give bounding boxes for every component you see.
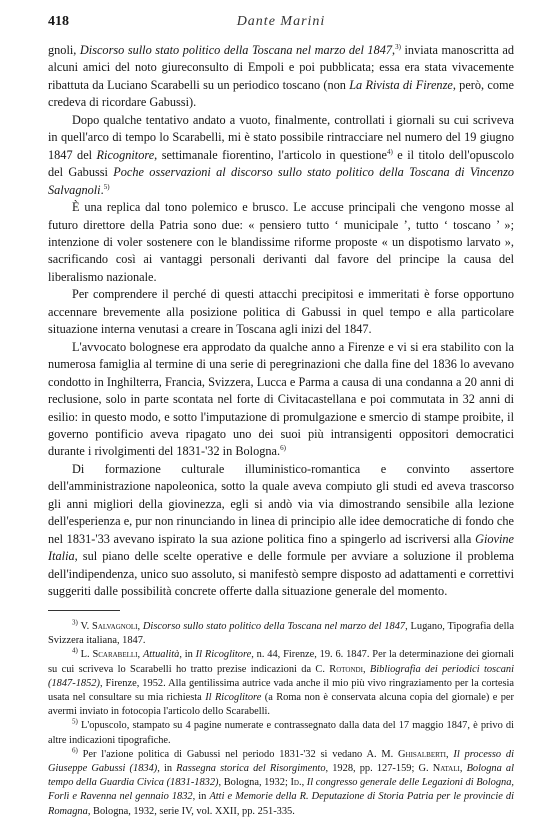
title-italic: Discorso sullo stato politico della Toscana nel marzo del 1847 [79, 43, 393, 57]
title-italic: Giovine Italia [48, 531, 514, 564]
footnote-ref: 6) [280, 444, 286, 453]
footnote [48, 648, 514, 719]
text-run: , n. 44, Firenze, 19. 6. 1847. Per la determinazione dei giornali su cui scriveva lo Scarabelli ho tratto prezise indicazioni da C. [48, 649, 515, 675]
text-run: , Bologna, 1932; [218, 777, 291, 789]
text-run: , però, come credeva di ricordare Gabussi). [48, 77, 514, 110]
text-run: inviata manoscritta ad alcuni amici del noto giureconsulto di Empoli e poi pubblicata; essa era stata vivacemente ribattuta da Luciano Scarabelli su un periodico toscano (non [48, 43, 514, 92]
text-run: , settimanale fiorentino, l'articolo in questione [154, 147, 387, 162]
author-name: Rotondi [329, 663, 363, 675]
running-head: Dante Marini [236, 14, 326, 29]
footnote-divider [48, 610, 120, 611]
text-run: , Firenze, 1952. Alla gentilissima autrice vada anche il mio più vivo ringraziamento per la cortesia usata nel consultare su mia richiesta [48, 677, 514, 704]
footnote-ref: 3) [395, 42, 401, 51]
author-name: Scarabelli [92, 649, 138, 661]
footnote [48, 748, 514, 819]
title-italic: Discorso sullo stato politico della Toscana nel marzo del 1847 [142, 621, 406, 632]
footnote [48, 719, 514, 747]
text-run: , [362, 663, 370, 675]
footnote-number: 6) [72, 746, 78, 755]
text-run: , in [179, 649, 196, 661]
title-italic: Il processo di Giuseppe Gabussi (1834) [48, 748, 514, 775]
paragraph [48, 42, 514, 112]
text-run: , in [192, 791, 210, 803]
footnote-ref: 4) [387, 147, 393, 156]
text-run: , [445, 748, 454, 760]
footnote [48, 620, 514, 648]
paragraph: È una replica dal tono polemico e brusco. Le accuse principali che vengono mosse al futuro direttore della Patria sono due: « pensiero tutto ‘ municipale ’, tutto ‘ toscano ’ »; intenzione di voler sostenere con le blandissime riforme proposte « un dispotismo larvato », sacrificando così ai vantaggi personali derivanti dal favore del principe la causa del liberalismo nazionale. [48, 200, 514, 284]
text-run: e il titolo dell'opuscolo del Gabussi [48, 147, 515, 180]
paragraph [48, 339, 514, 461]
text-run: , [459, 763, 467, 775]
text-run: , [137, 649, 143, 661]
text-run: L. [77, 649, 93, 661]
page-header [48, 14, 514, 34]
text-run: (a Roma non è conservata alcuna copia del giornale) e per avermi inviato in fotocopia l'articolo dello Scarabelli. [48, 692, 515, 718]
author-name: Id. [290, 777, 302, 789]
title-italic: La Rivista di Firenze [349, 77, 453, 92]
title-italic: Attualità [142, 649, 180, 661]
text-run: Di formazione culturale illuministico-romantica e convinto assertore dell'amministrazione napoleonica, sotto la quale aveva compiuto gli studi ed aveva trascorso gli anni migliori della giovinezza, egli si andò via via dimostrando sensibile alla lezione dell'esperienza e, pur non rinunciando in linea di principio alle idee democratiche di fondo che nel 1831-'33 avevano ispirato la sua azione politica fino a spingerlo ad iscriversi alla [48, 461, 514, 546]
paragraph: Per comprendere il perché di questi attacchi precipitosi e immeritati è forse opportuno accennare brevemente alla posizione politica di Gabussi in quel tempo e alla particolare situazione interna venutasi a creare in Toscana agli inizi del 1847. [48, 287, 514, 337]
paragraph [48, 461, 514, 601]
text-run: , sul piano delle scelte operative e delle formule per avviare a soluzione il problema dell'indipendenza, unico suo assoluto, si manifestò sempre disposto ad adattamenti e correttivi suggeriti dalle possibilità concrete offerte dalla situazione generale del momento. [48, 549, 514, 599]
text-run: , [301, 777, 307, 789]
text-run: , Bologna, 1932, serie IV, vol. XXII, pp. 251-335. [87, 805, 295, 817]
page-number: 418 [48, 14, 69, 29]
title-italic: Bibliografia dei periodici toscani (1847-1852) [48, 663, 514, 689]
title-italic: Il Ricoglitore [205, 692, 262, 704]
text-run: V. [77, 621, 93, 632]
footnote-ref: 5) [103, 182, 110, 191]
title-italic: Bologna al tempo della Guardia Civica (1831-1832) [48, 763, 514, 789]
author-name: Ghisalberti [398, 748, 446, 760]
text-run: Dopo qualche tentativo andato a vuoto, finalmente, controllati i giornali su cui scriveva in quell'arco di tempo lo Scarabelli, mi è stato possibile rintracciare nel numero del 19 giugno 1847 del [48, 112, 514, 162]
text-run: Per l'azione politica di Gabussi nel periodo 1831-'32 si vedano A. M. [77, 748, 399, 760]
text-run: . [100, 182, 104, 197]
main-text [48, 42, 514, 601]
text-run: , in [157, 763, 177, 775]
footnote-number: 3) [72, 618, 78, 627]
paragraph [48, 112, 514, 199]
author-name: Salvagnoli [92, 621, 138, 632]
text-run: , 1928, pp. 127-159; G. [325, 763, 433, 775]
title-italic: Atti e Memorie della R. Deputazione di Storia Patria per le provincie di Romagna [48, 791, 514, 817]
title-italic: Il Ricoglitore [195, 649, 252, 661]
title-italic: Poche osservazioni al discorso sullo stato politico della Toscana di Vincenzo Salvagnoli [48, 165, 515, 197]
text-run: gnoli, [48, 43, 80, 57]
footnotes [48, 620, 514, 819]
footnote-number: 5) [72, 717, 78, 726]
footnote-number: 4) [72, 646, 78, 655]
text-run: L'avvocato bolognese era approdato da qualche anno a Firenze e vi si era stabilito con la numerosa famiglia al termine di una serie di peregrinazioni che dalla fine del 1836 lo avevano condotto in Inghilterra, Francia, Svizzera, Lucca e Parma a causa di una condanna a 20 anni di reclusione, solo in parte scontata nel forte di Civitacastellana e poi commutata in 32 anni di esilio: in questo modo, e sotto l'imputazione di promulgazione e smercio di stampe proibite, il governo pontificio aveva ripagato uno dei suoi più intransigenti oppositori democratici durante i rivolgimenti del 1831-'32 in Bologna. [48, 339, 514, 459]
title-italic: Ricognitore [96, 147, 155, 162]
title-italic: Il congresso generale delle Legazioni di Bologna, Forlì e Ravenna nel gennaio 1832 [48, 777, 514, 803]
text-run: L'opuscolo, stampato su 4 pagine numerate e contrassegnato dalla data del 17 maggio 1847, è privo di altre indicazioni tipografiche. [48, 720, 514, 746]
text-run: , Lugano, Tipografia della Svizzera italiana, 1847. [48, 621, 514, 647]
title-italic: Rassegna storica del Risorgimento [176, 763, 326, 775]
author-name: Natali [432, 763, 460, 775]
text-run: , [137, 621, 143, 632]
text-run: , [392, 43, 396, 57]
